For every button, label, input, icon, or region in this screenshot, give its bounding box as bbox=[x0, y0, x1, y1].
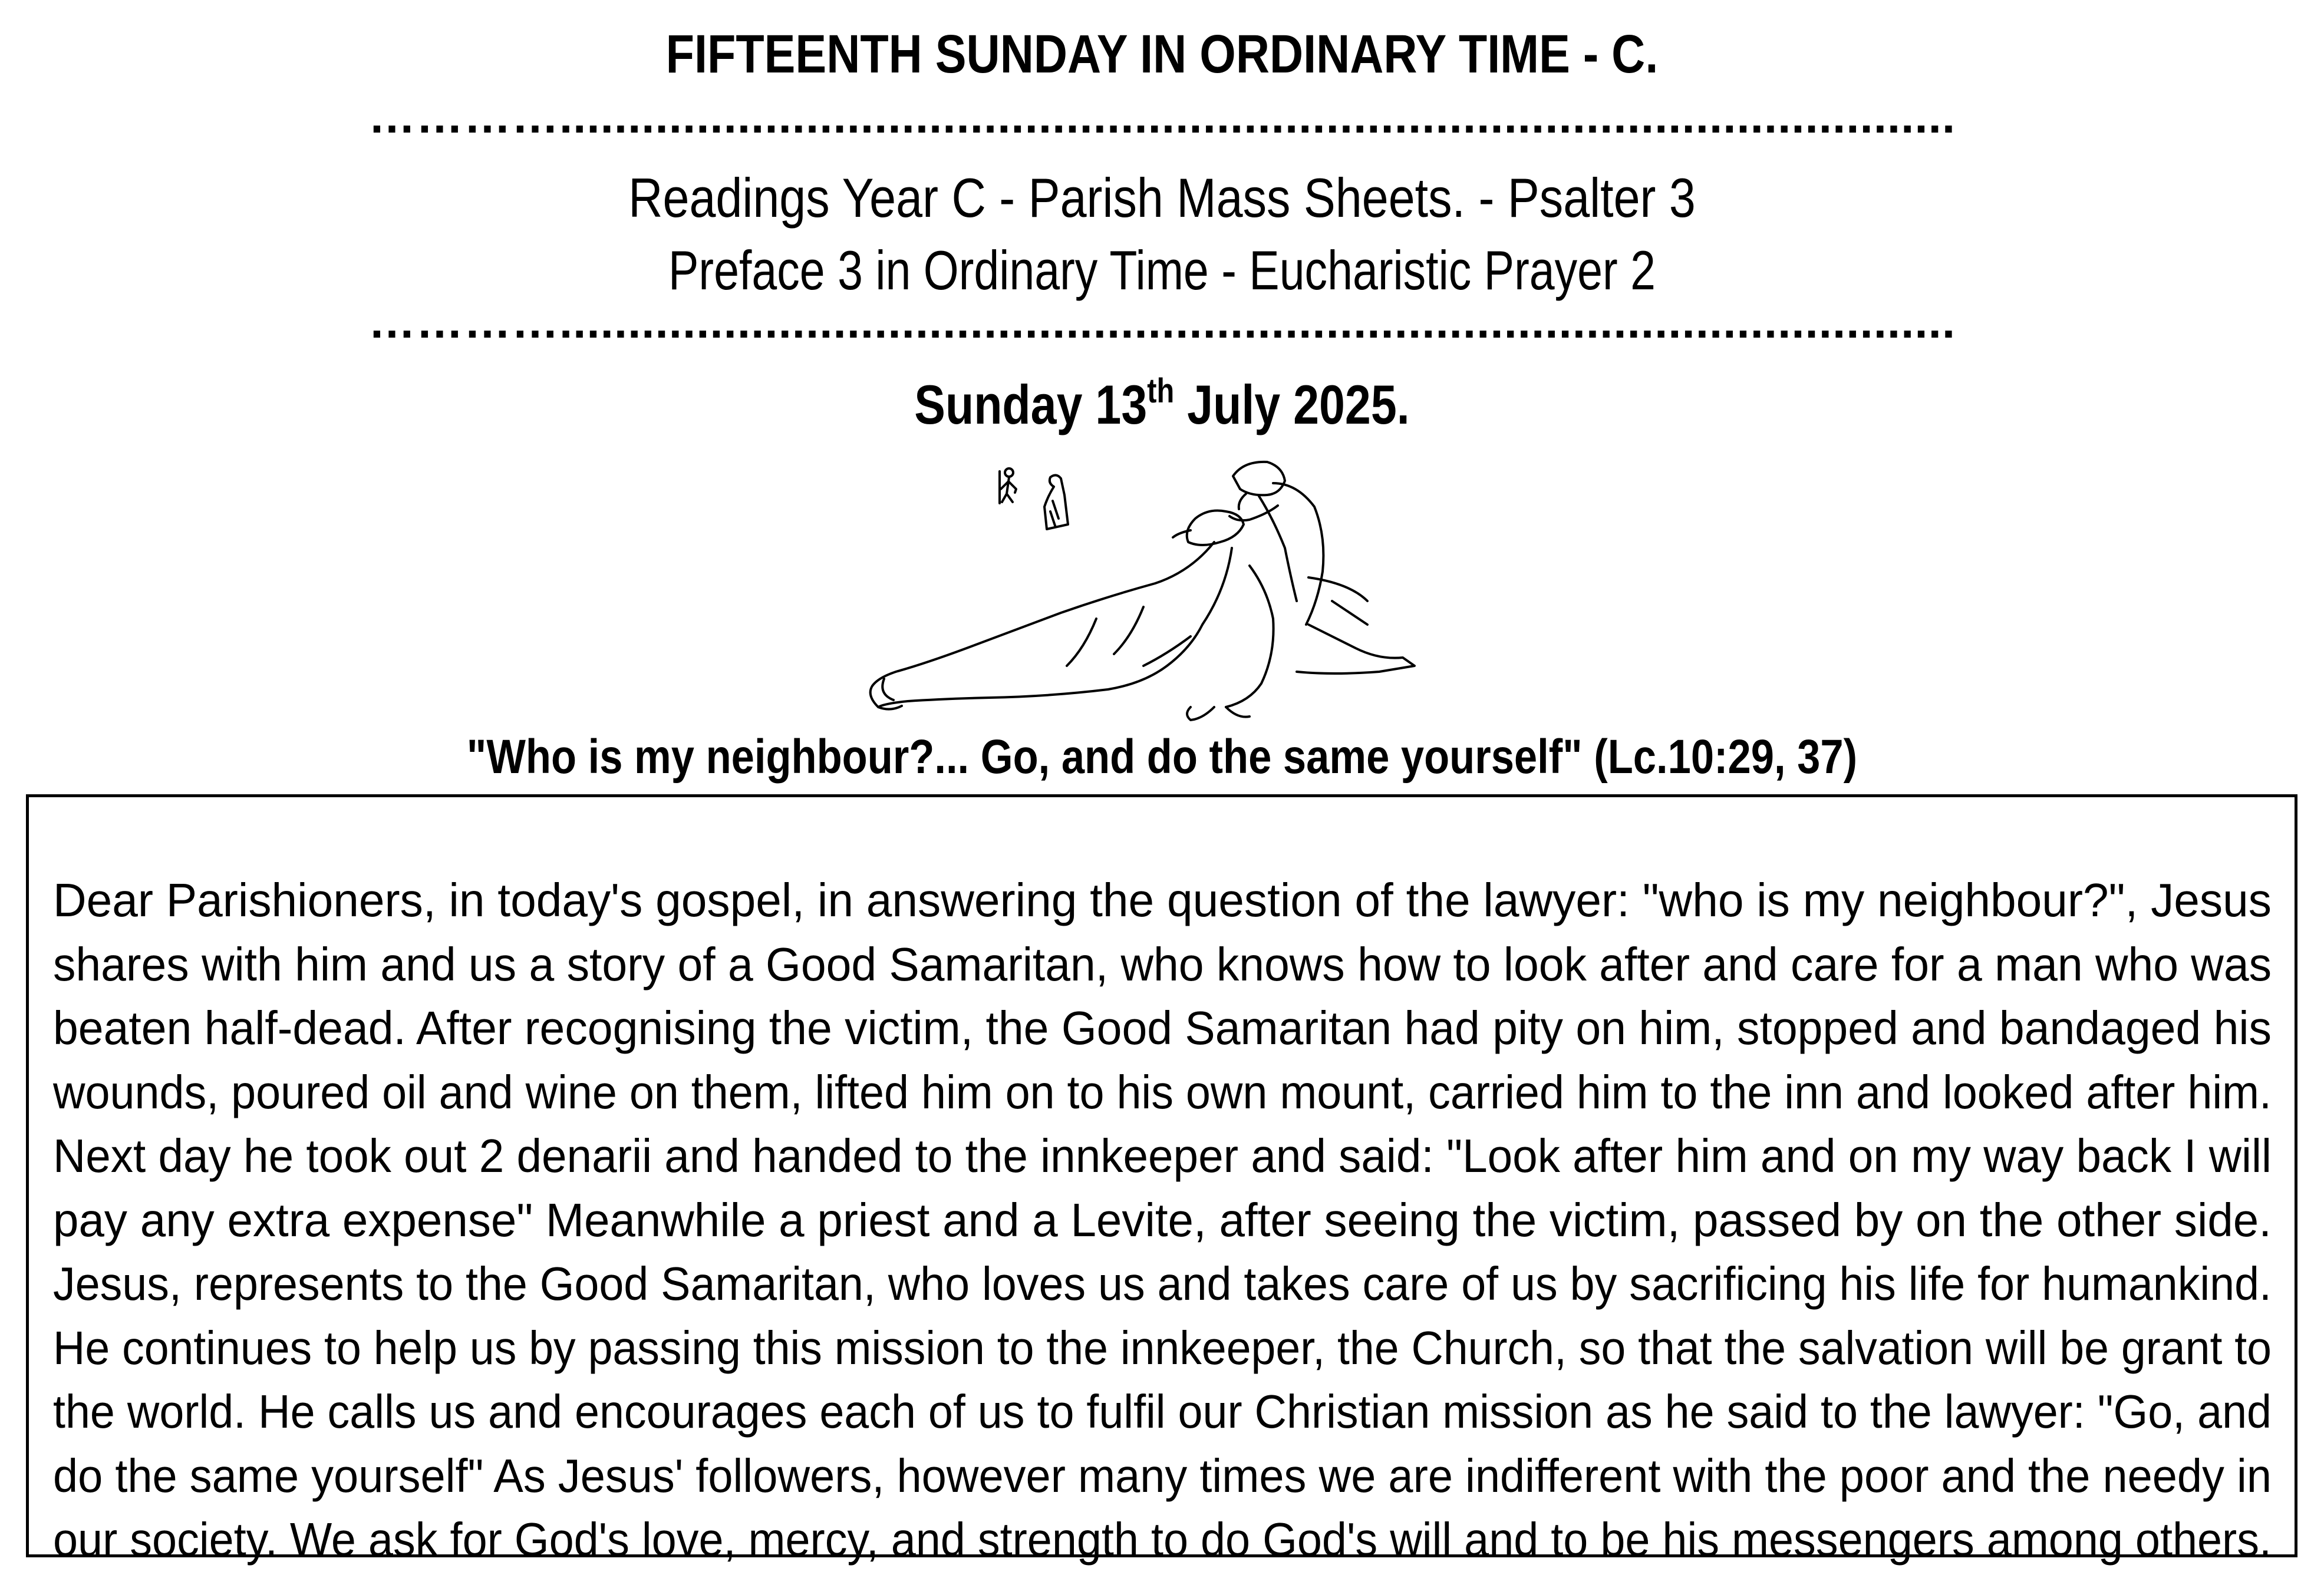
message-line: shares with him and us a story of a Good Samaritan, who knows how to look after and care for a man who was bbox=[53, 937, 2272, 990]
message-line: Jesus, represents to the Good Samaritan, who loves us and takes care of us by sacrificing his life for humankind. bbox=[53, 1257, 2272, 1310]
page-title: FIFTEENTH SUNDAY IN ORDINARY TIME - C. bbox=[665, 24, 1659, 84]
message-line: our society. We ask for God's love, mercy, and strength to do God's will and to be his messengers among others. bbox=[53, 1513, 2272, 1566]
message-line: Next day he took out 2 denarii and handed to the innkeeper and said: "Look after him and on my way back I will bbox=[53, 1130, 2272, 1182]
message-line: beaten half-dead. After recognising the victim, the Good Samaritan had pity on him, stopped and bandaged his bbox=[53, 1002, 2272, 1054]
message-line: He continues to help us by passing this mission to the innkeeper, the Church, so that the salvation will be grant to bbox=[53, 1321, 2272, 1374]
wounded-man-figure-icon bbox=[871, 511, 1274, 721]
dotted-separator-bottom: …………...................................................................................................... bbox=[368, 295, 1956, 348]
sunday-date: Sunday 13th July 2025. bbox=[914, 372, 1410, 435]
message-line: the world. He calls us and encourages each of us to fulfil our Christian mission as he said to the lawyer: "Go, and bbox=[53, 1385, 2272, 1438]
message-body bbox=[53, 869, 2272, 1572]
message-line: do the same yourself" As Jesus' followers, however many times we are indifferent with the poor and the needy in bbox=[53, 1449, 2272, 1502]
good-samaritan-illustration bbox=[861, 460, 1473, 737]
distant-cloaked-figure-icon bbox=[1044, 475, 1068, 529]
samaritan-figure-icon bbox=[1229, 462, 1415, 673]
gospel-quote: "Who is my neighbour?... Go, and do the same yourself" (Lc.10:29, 37) bbox=[466, 730, 1858, 784]
preface-line: Preface 3 in Ordinary Time - Eucharistic Prayer 2 bbox=[668, 239, 1656, 301]
readings-line: Readings Year C - Parish Mass Sheets. - Psalter 3 bbox=[628, 167, 1696, 229]
message-line: Dear Parishioners, in today's gospel, in answering the question of the lawyer: "who is my neighbour?", Jesus bbox=[53, 874, 2272, 926]
message-line: wounds, poured oil and wine on them, lifted him on to his own mount, carried him to the inn and looked after him. bbox=[53, 1065, 2272, 1118]
dotted-separator-top: …………...................................................................................................... bbox=[368, 90, 1956, 143]
message-line: pay any extra expense" Meanwhile a priest and a Levite, after seeing the victim, passed by on the other side. bbox=[53, 1193, 2272, 1246]
distant-traveller-icon bbox=[1000, 468, 1016, 503]
